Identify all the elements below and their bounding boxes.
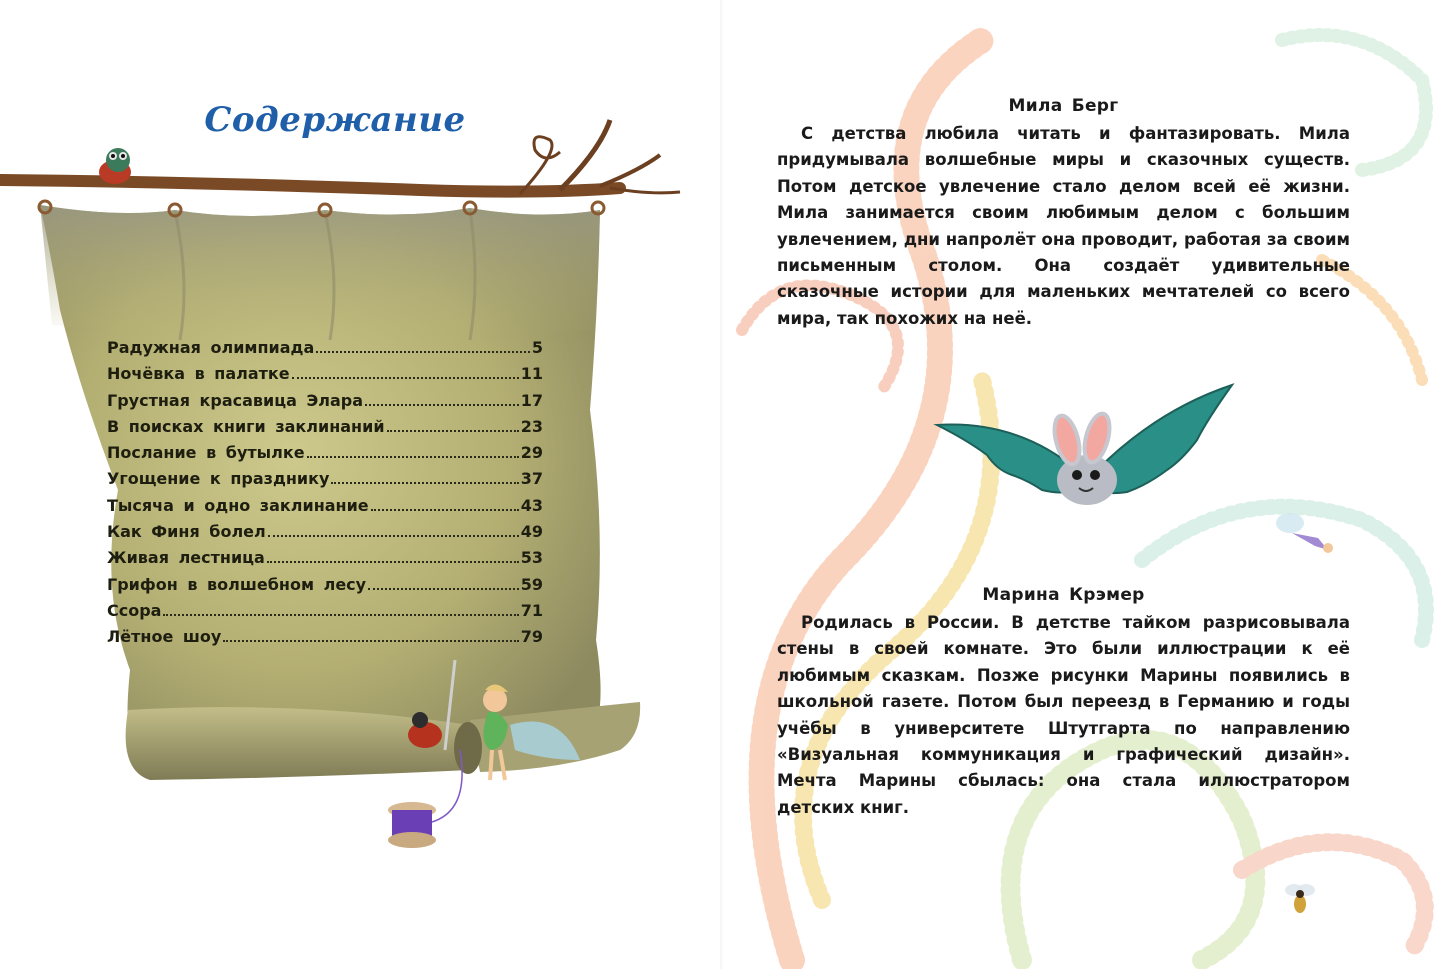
author-name: Мила Берг xyxy=(1008,96,1119,116)
author-bio: С детства любила читать и фантазировать. Мила придумывала волшебные миры и сказочных существ. Потом детское увлечение стало делом всей её жизни. Мила занимается своим любимым делом с большим увлечением, дни напролёт она проводит, работая за своим письменным столом. Она создаёт удивительные сказочные истории для маленьких мечтателей со всего мира, так похожих на неё. xyxy=(777,124,1350,328)
toc-entry-title: Послание в бутылке xyxy=(107,443,305,463)
dot-leader xyxy=(371,509,519,511)
toc-entry-title: Грифон в волшебном лесу xyxy=(107,574,367,594)
toc-entry-page: 5 xyxy=(531,338,543,357)
toc-page xyxy=(0,0,722,969)
toc-entry[interactable] xyxy=(107,627,543,653)
toc-entry-title: Грустная красавица Элара xyxy=(107,390,363,410)
toc-entry-page: 17 xyxy=(520,390,543,410)
toc-entry[interactable] xyxy=(107,575,543,601)
bat-illustration xyxy=(927,380,1247,540)
dot-leader xyxy=(268,535,519,537)
dot-leader xyxy=(163,614,518,616)
dot-leader xyxy=(307,456,519,458)
flying-fairy-illustration xyxy=(1270,508,1340,563)
toc-entry[interactable] xyxy=(107,364,543,390)
toc-entry-title: Ссора xyxy=(107,600,162,620)
authors-page xyxy=(722,0,1445,969)
author-name: Марина Крэмер xyxy=(982,585,1145,605)
dot-leader xyxy=(365,404,519,406)
toc-entry[interactable] xyxy=(107,391,543,417)
toc-entry-page: 29 xyxy=(520,443,543,463)
toc-title: Содержание xyxy=(204,100,466,140)
dot-leader xyxy=(368,588,519,590)
toc-entry[interactable] xyxy=(107,338,543,364)
dot-leader xyxy=(387,430,519,432)
toc-entry[interactable] xyxy=(107,443,543,469)
toc-entry-page: 37 xyxy=(520,469,543,489)
toc-entry-title: Тысяча и одно заклинание xyxy=(107,495,369,515)
toc-entry[interactable] xyxy=(107,469,543,495)
toc-entry-title: Как Финя болел xyxy=(107,522,266,542)
toc-entry-page: 23 xyxy=(520,416,543,436)
dot-leader xyxy=(267,561,519,563)
dot-leader xyxy=(316,351,530,353)
toc-entry-page: 49 xyxy=(520,522,543,542)
toc-entry-title: Радужная олимпиада xyxy=(107,338,315,357)
toc-entry-title: Угощение к празднику xyxy=(107,469,330,489)
toc-entry[interactable] xyxy=(107,548,543,574)
beetle-illustration xyxy=(99,148,131,184)
toc-entry-title: Живая лестница xyxy=(107,548,265,568)
toc-entry[interactable] xyxy=(107,496,543,522)
toc-entry[interactable] xyxy=(107,417,543,443)
toc-entry-page: 11 xyxy=(520,364,543,384)
toc-entry-page: 71 xyxy=(520,600,543,620)
toc-entry-title: В поисках книги заклинаний xyxy=(107,416,385,436)
toc-entry-page: 79 xyxy=(520,627,543,647)
toc-entry-title: Лётное шоу xyxy=(107,627,222,647)
toc-entry[interactable] xyxy=(107,601,543,627)
author-bio: Родилась в России. В детстве тайком разрисовывала стены в своей комнате. Это были иллюстрации к её любимым сказкам. Позже рисунки Марины появились в школьной газете. Потом был переезд в Германию и годы учёбы в университете Штутгарта по направлению «Визуальная коммуникация и графический дизайн». Мечта Марины сбылась: она стала иллюстратором детских книг. xyxy=(777,613,1350,817)
toc-entry[interactable] xyxy=(107,522,543,548)
toc-entry-page: 43 xyxy=(520,495,543,515)
fly-illustration xyxy=(1280,880,1320,920)
dot-leader xyxy=(223,640,518,642)
toc-entry-page: 53 xyxy=(520,548,543,568)
dot-leader xyxy=(292,377,519,379)
toc-entry-page: 59 xyxy=(520,574,543,594)
dot-leader xyxy=(331,482,518,484)
toc-list xyxy=(107,338,543,654)
toc-entry-title: Ночёвка в палатке xyxy=(107,364,290,384)
